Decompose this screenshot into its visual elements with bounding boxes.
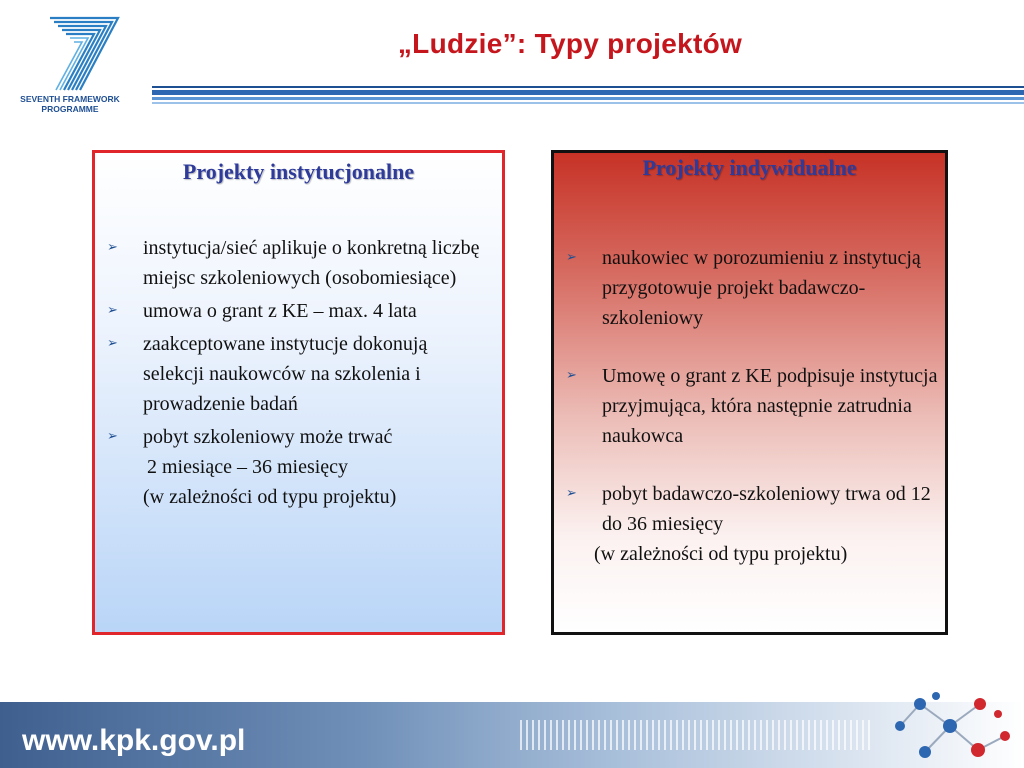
list-item-text: umowa o grant z KE – max. 4 lata [143,300,417,322]
list-item-text: Umowę o grant z KE podpisuje instytucja przyjmująca, która następnie zatrudnia naukowca [602,365,938,447]
individual-bullet-list [566,243,942,597]
fp7-logo-icon [10,12,130,94]
list-item-text: zaakceptowane instytucje dokonują selekcji naukowców na szkolenia i prowadzenie badań [143,333,428,415]
molecule-network-icon [880,686,1020,768]
logo-caption [10,94,130,114]
list-item-text: pobyt szkoleniowy może trwać [143,426,393,448]
list-item [107,329,493,419]
list-item-subtext: 2 miesiące – 36 miesięcy [147,456,349,478]
arrow-bullet-icon: ➢ [107,240,118,255]
website-link[interactable]: www.kpk.gov.pl [22,724,246,757]
logo-caption-line1: SEVENTH FRAMEWORK [20,94,120,104]
list-item [566,361,942,451]
list-item-text: naukowiec w porozumieniu z instytucją przygotowuje projekt badawczo-szkoleniowy [602,247,921,329]
arrow-bullet-icon: ➢ [107,336,118,351]
arrow-bullet-icon: ➢ [107,429,118,444]
panel-title-individual: Projekty indywidualne [642,155,857,180]
header-divider [152,86,1024,108]
list-item-text: pobyt badawczo-szkoleniowy trwa od 12 do 36 miesięcy [602,483,931,535]
list-item-note: (w zależności od typu projektu) [143,486,397,508]
panel-title-institutional: Projekty instytucjonalne [182,159,415,184]
arrow-bullet-icon: ➢ [566,368,577,383]
arrow-bullet-icon: ➢ [566,250,577,265]
list-item [566,243,942,333]
institutional-bullet-list [107,233,493,515]
list-item [107,296,493,326]
list-item [566,479,942,569]
footer-bar [0,702,1024,768]
arrow-bullet-icon: ➢ [107,303,118,318]
list-item-note: (w zależności od typu projektu) [594,543,848,565]
footer-stripes [520,720,870,750]
list-item [107,233,493,293]
institutional-projects-panel [92,150,505,635]
logo-caption-line2: PROGRAMME [41,104,99,114]
fp7-logo [10,12,130,120]
list-item [107,422,493,512]
arrow-bullet-icon: ➢ [566,486,577,501]
slide-title: „Ludzie”: Typy projektów [397,28,743,59]
list-item-text: instytucja/sieć aplikuje o konkretną liczbę miejsc szkoleniowych (osobomiesiące) [143,237,480,289]
individual-projects-panel [551,150,948,635]
